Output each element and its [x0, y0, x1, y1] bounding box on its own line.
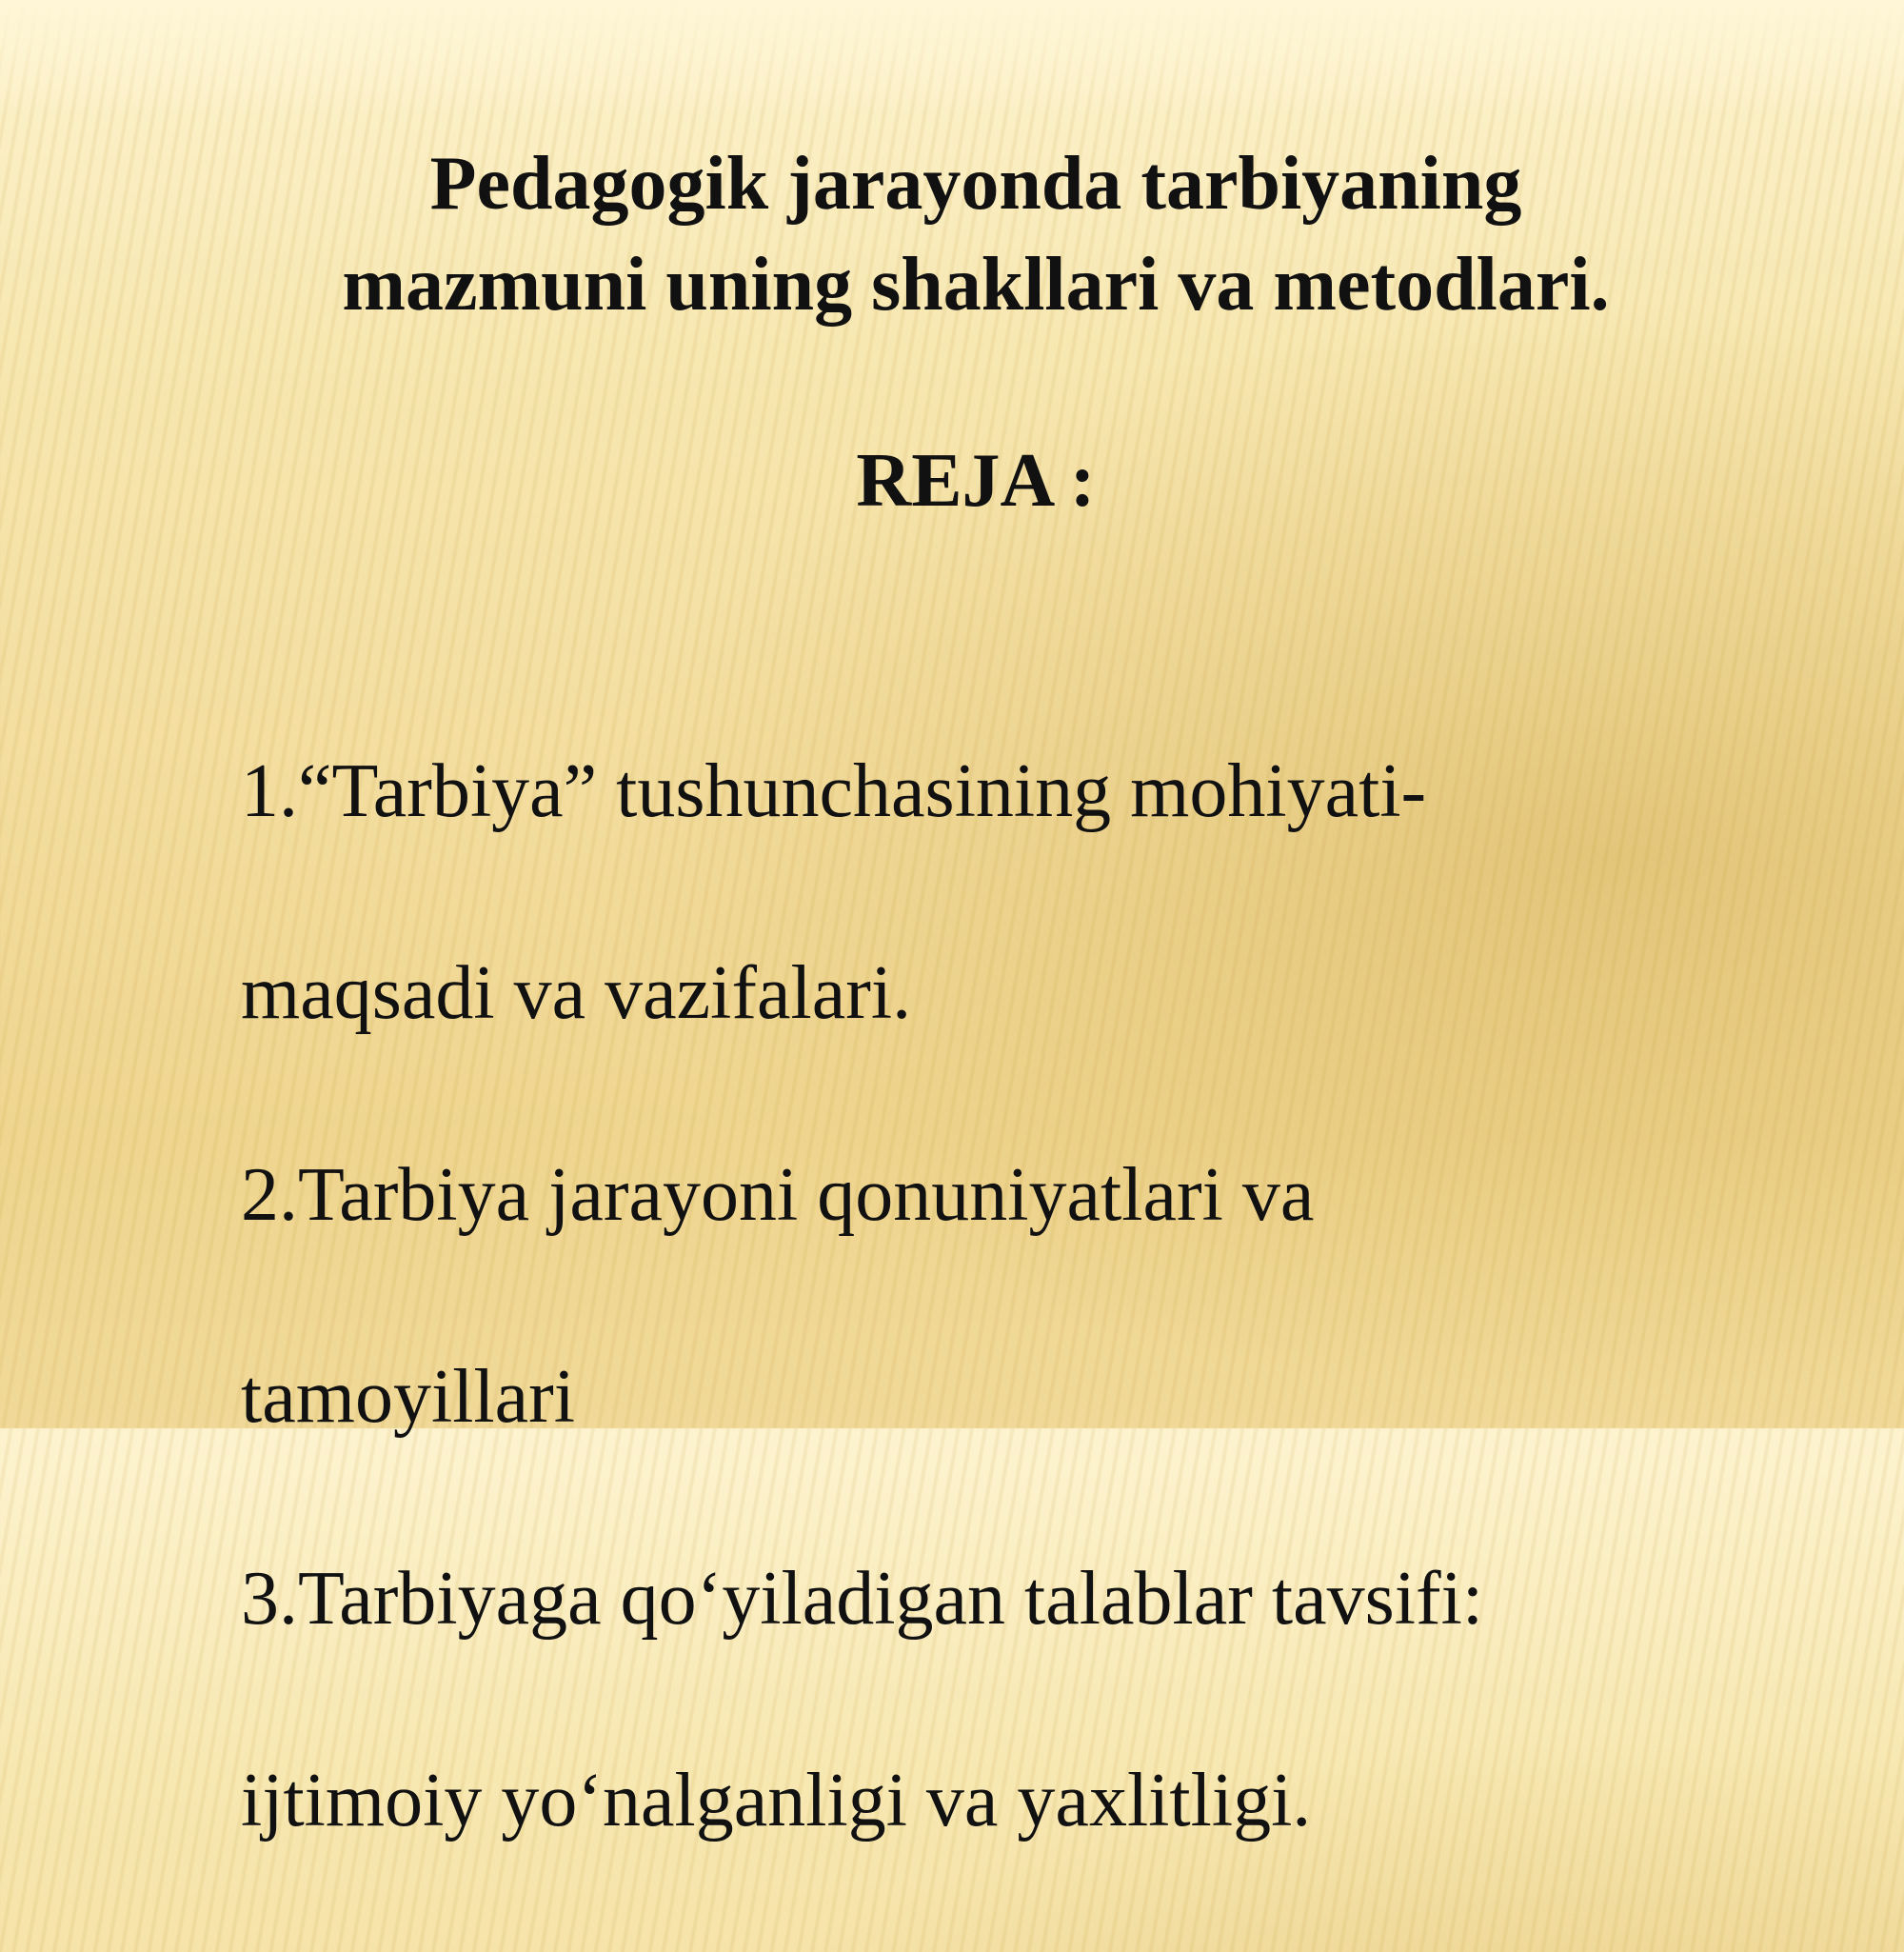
plan-line: 1.“Tarbiya” tushunchasining mohiyati-: [241, 749, 1427, 833]
slide-title-line-2: mazmuni uning shakllari va metodlari.: [342, 243, 1610, 327]
slide-title: [143, 133, 1809, 335]
plan-heading: REJA :: [856, 439, 1096, 523]
plan-line: ijtimoiy yo‘nalganligi va yaxlitligi.: [241, 1759, 1312, 1842]
plan-line: tamoyillari: [241, 1355, 576, 1439]
plan-line: 2.Tarbiya jarayoni qonuniyatlari va: [241, 1153, 1315, 1237]
slide-title-line-1: Pedagogik jarayonda tarbiyaning: [429, 142, 1522, 226]
plan-line: maqsadi va vazifalari.: [241, 951, 912, 1035]
plan-list: [241, 640, 1840, 1952]
plan-line: 3.Tarbiyaga qo‘yiladigan talablar tavsifi:: [241, 1557, 1484, 1641]
